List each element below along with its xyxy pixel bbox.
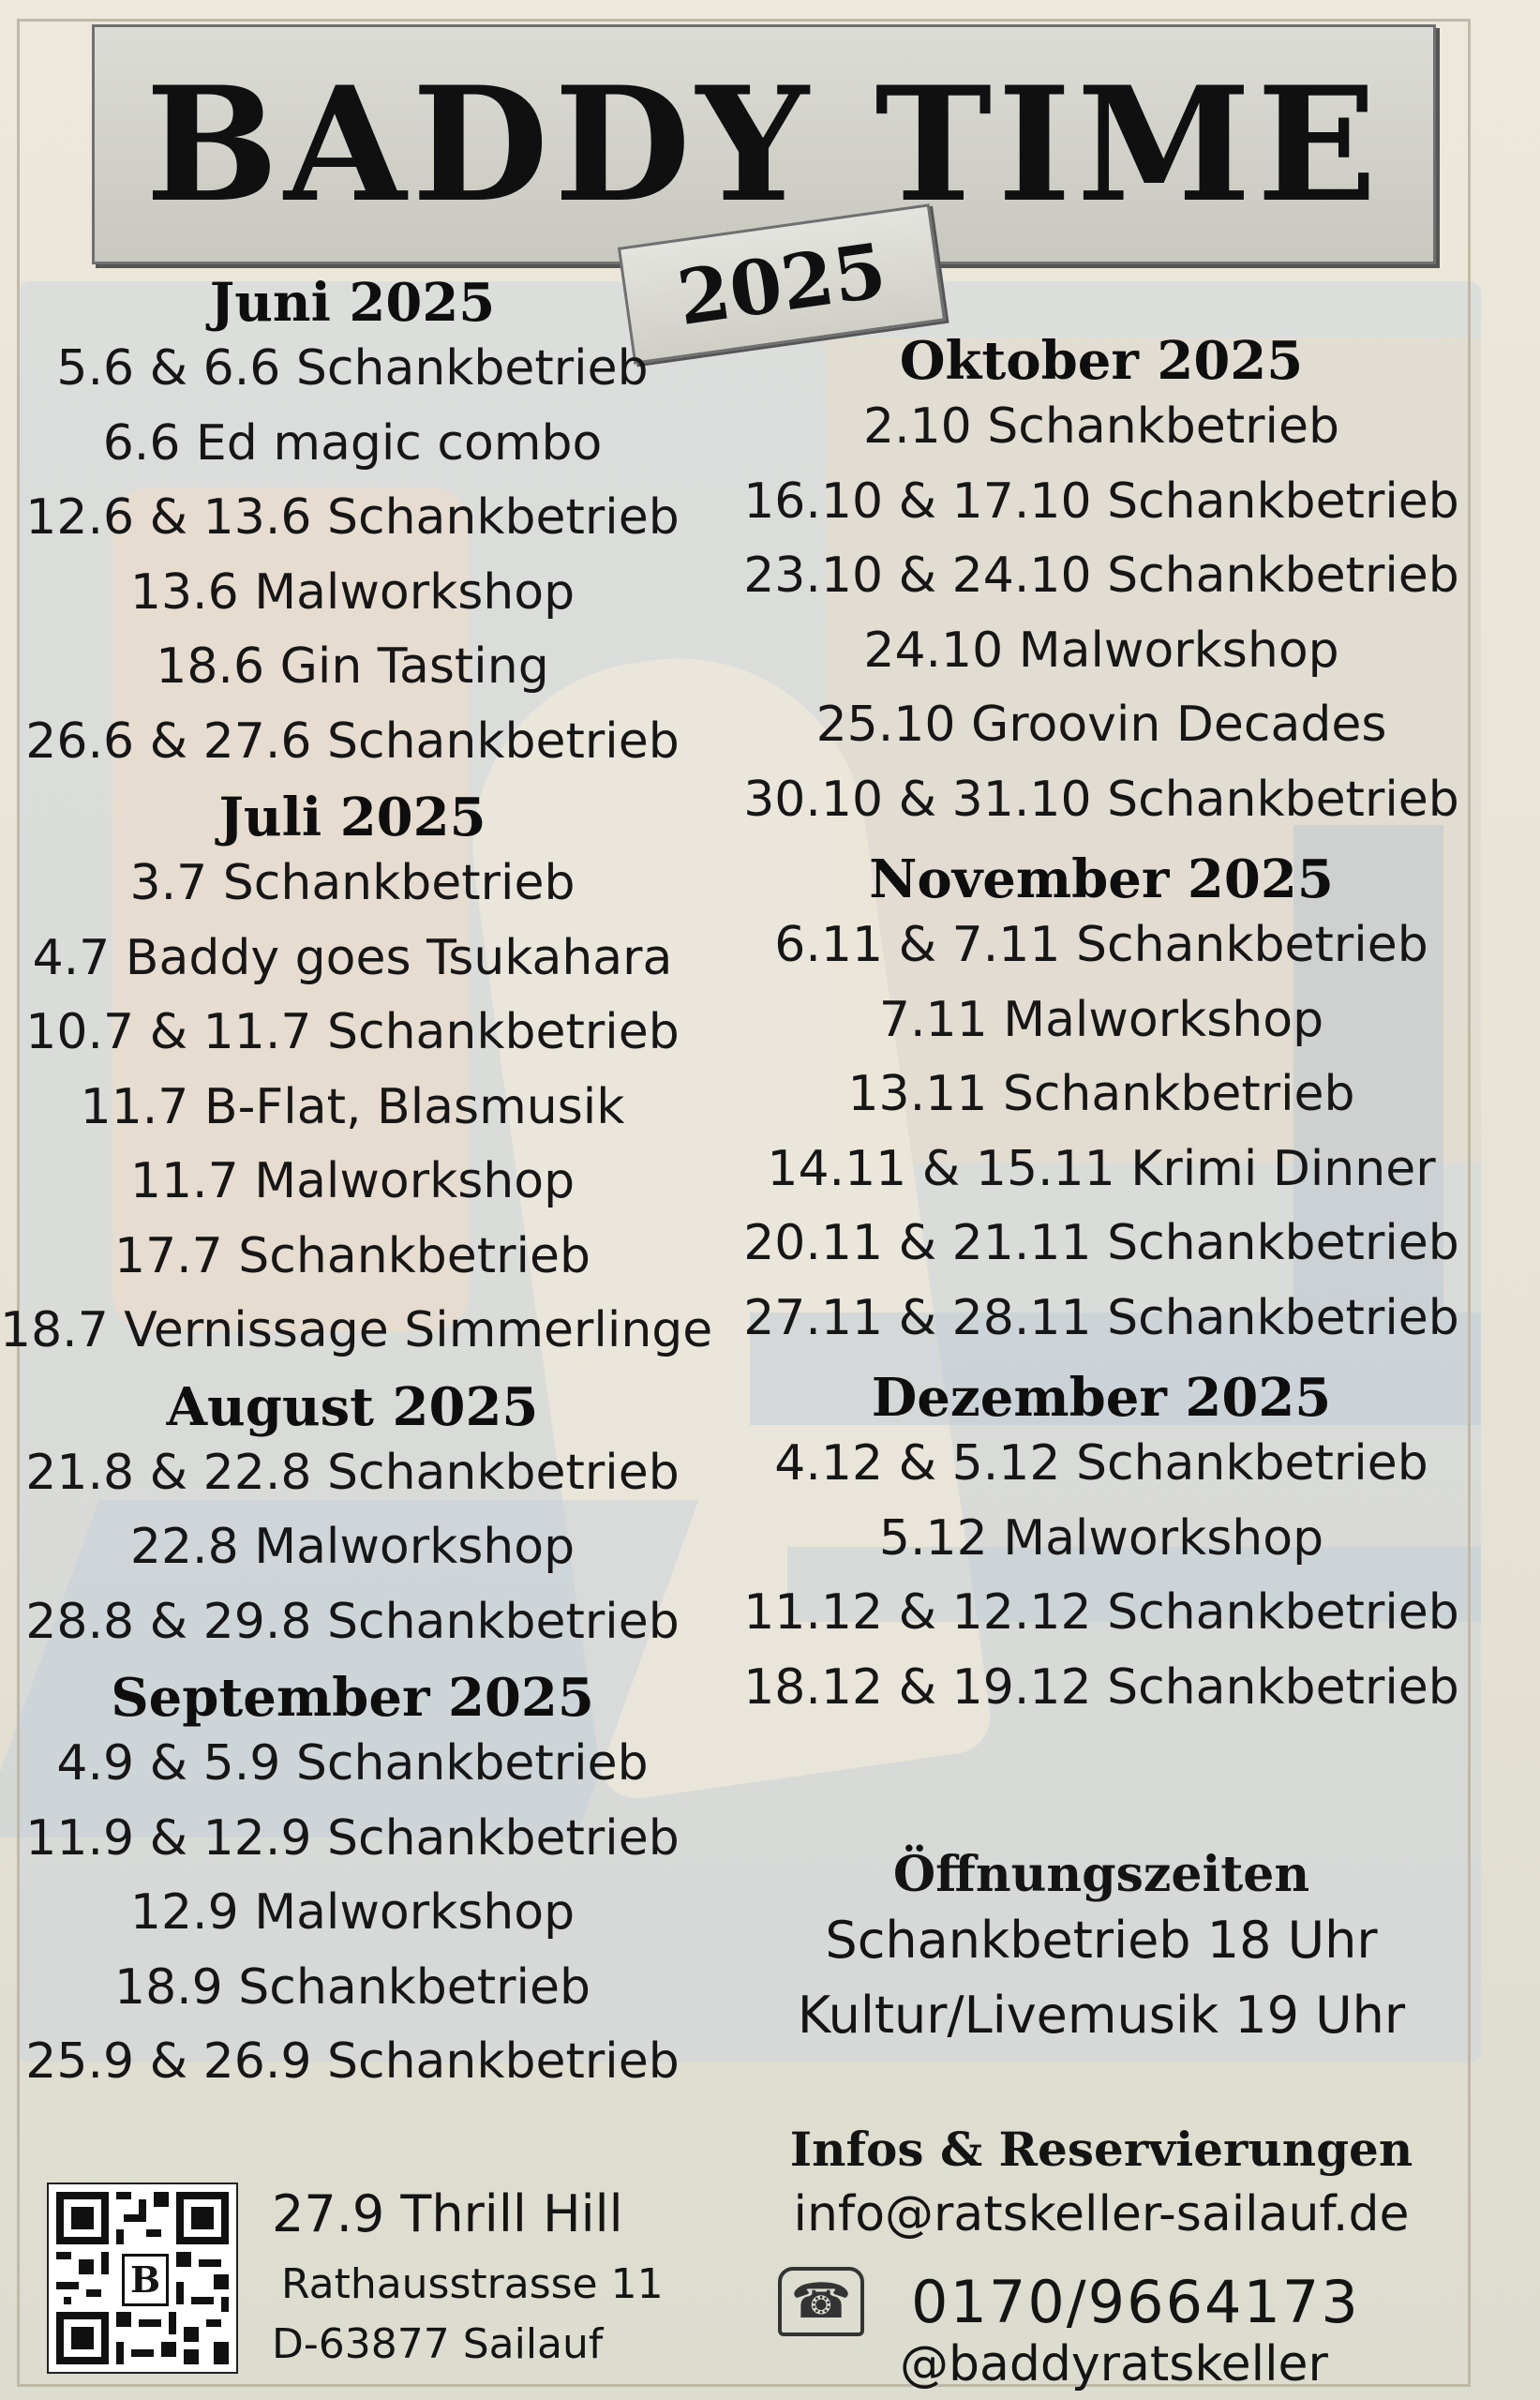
event-line: 26.6 & 27.6 Schankbetrieb: [25, 712, 680, 770]
month-heading: Juni 2025: [209, 272, 496, 334]
event-line: 11.12 & 12.12 Schankbetrieb: [743, 1584, 1459, 1641]
event-line: 6.11 & 7.11 Schankbetrieb: [774, 917, 1428, 973]
opening-hours-line: Schankbetrieb 18 Uhr: [825, 1911, 1378, 1970]
month-section: [731, 850, 1472, 1356]
year-tag: 2025: [618, 203, 946, 365]
event-line: 13.11 Schankbetrieb: [847, 1066, 1355, 1122]
address-city: D-63877 Sailauf: [272, 2320, 604, 2368]
left-schedule-column: [0, 272, 713, 2109]
month-section: [0, 1669, 705, 2100]
event-line: 24.10 Malworkshop: [863, 622, 1339, 679]
qr-logo: B: [122, 2254, 169, 2306]
event-line: 4.12 & 5.12 Schankbetrieb: [774, 1435, 1428, 1492]
event-line: 11.7 B-Flat, Blasmusik: [80, 1078, 625, 1135]
event-line: 20.11 & 21.11 Schankbetrieb: [743, 1215, 1459, 1271]
event-line: 6.6 Ed magic combo: [102, 414, 603, 472]
event-line: 28.8 & 29.8 Schankbetrieb: [25, 1593, 680, 1650]
event-line: 17.7 Schankbetrieb: [113, 1227, 591, 1284]
poster-title: BADDY TIME: [145, 52, 1383, 237]
contact-heading: Infos & Reservierungen: [789, 2122, 1413, 2177]
event-line: 5.12 Malworkshop: [878, 1509, 1324, 1567]
event-line: 21.8 & 22.8 Schankbetrieb: [25, 1444, 680, 1501]
month-section: [0, 787, 713, 1369]
event-line: 27.11 & 28.11 Schankbetrieb: [743, 1289, 1459, 1346]
event-line: 12.9 Malworkshop: [129, 1884, 576, 1941]
event-line: 23.10 & 24.10 Schankbetrieb: [743, 548, 1459, 604]
event-line: 18.12 & 19.12 Schankbetrieb: [743, 1658, 1459, 1716]
social-handle[interactable]: @baddyratskeller: [900, 2336, 1328, 2392]
month-heading: November 2025: [869, 848, 1334, 910]
telephone-icon: ☎: [778, 2267, 864, 2336]
event-line: 30.10 & 31.10 Schankbetrieb: [743, 771, 1459, 828]
qr-code[interactable]: [47, 2182, 238, 2374]
month-section: [731, 332, 1472, 837]
event-line: 4.9 & 5.9 Schankbetrieb: [56, 1735, 649, 1792]
month-section: [731, 1369, 1472, 1725]
month-heading: August 2025: [166, 1375, 539, 1438]
event-line: 10.7 & 11.7 Schankbetrieb: [25, 1004, 680, 1060]
address-street: Rathausstrasse 11: [281, 2260, 664, 2308]
right-schedule-column: [731, 332, 1472, 1734]
event-line: 18.6 Gin Tasting: [156, 638, 549, 695]
opening-hours-line: Kultur/Livemusik 19 Uhr: [797, 1986, 1406, 2045]
contact-block: [731, 2121, 1472, 2250]
event-line: 3.7 Schankbetrieb: [129, 855, 576, 911]
event-line: 18.7 Vernissage Simmerlinge: [0, 1302, 713, 1358]
event-line: 2.10 Schankbetrieb: [862, 398, 1339, 455]
event-line: 22.8 Malworkshop: [129, 1519, 576, 1575]
month-heading: Juli 2025: [218, 787, 486, 848]
event-line: 11.9 & 12.9 Schankbetrieb: [25, 1809, 680, 1867]
event-line: 25.9 & 26.9 Schankbetrieb: [25, 2033, 680, 2090]
event-line: 18.9 Schankbetrieb: [113, 1958, 591, 2016]
contact-email[interactable]: info@ratskeller-sailauf.de: [793, 2186, 1410, 2242]
event-line: 27.9 Thrill Hill: [272, 2184, 623, 2243]
event-line: 4.7 Baddy goes Tsukahara: [32, 929, 673, 986]
event-line: 14.11 & 15.11 Krimi Dinner: [767, 1140, 1436, 1197]
month-heading: September 2025: [111, 1667, 594, 1729]
opening-hours: [731, 1847, 1472, 2053]
month-heading: Oktober 2025: [899, 330, 1304, 392]
address: [272, 2255, 664, 2375]
event-line: 25.10 Groovin Decades: [815, 697, 1387, 753]
event-line: 5.6 & 6.6 Schankbetrieb: [56, 340, 649, 397]
event-line: 11.7 Malworkshop: [129, 1153, 576, 1209]
opening-hours-heading: Öffnungszeiten: [892, 1846, 1310, 1903]
event-line: 13.6 Malworkshop: [129, 563, 576, 621]
event-line: 12.6 & 13.6 Schankbetrieb: [25, 489, 680, 546]
month-section: [0, 1375, 705, 1660]
event-line: 7.11 Malworkshop: [878, 991, 1324, 1048]
month-heading: Dezember 2025: [871, 1367, 1332, 1429]
event-line: 16.10 & 17.10 Schankbetrieb: [743, 472, 1459, 530]
phone-row: [778, 2259, 1434, 2344]
contact-phone[interactable]: 0170/9664173: [911, 2267, 1360, 2336]
month-section: [0, 274, 705, 779]
